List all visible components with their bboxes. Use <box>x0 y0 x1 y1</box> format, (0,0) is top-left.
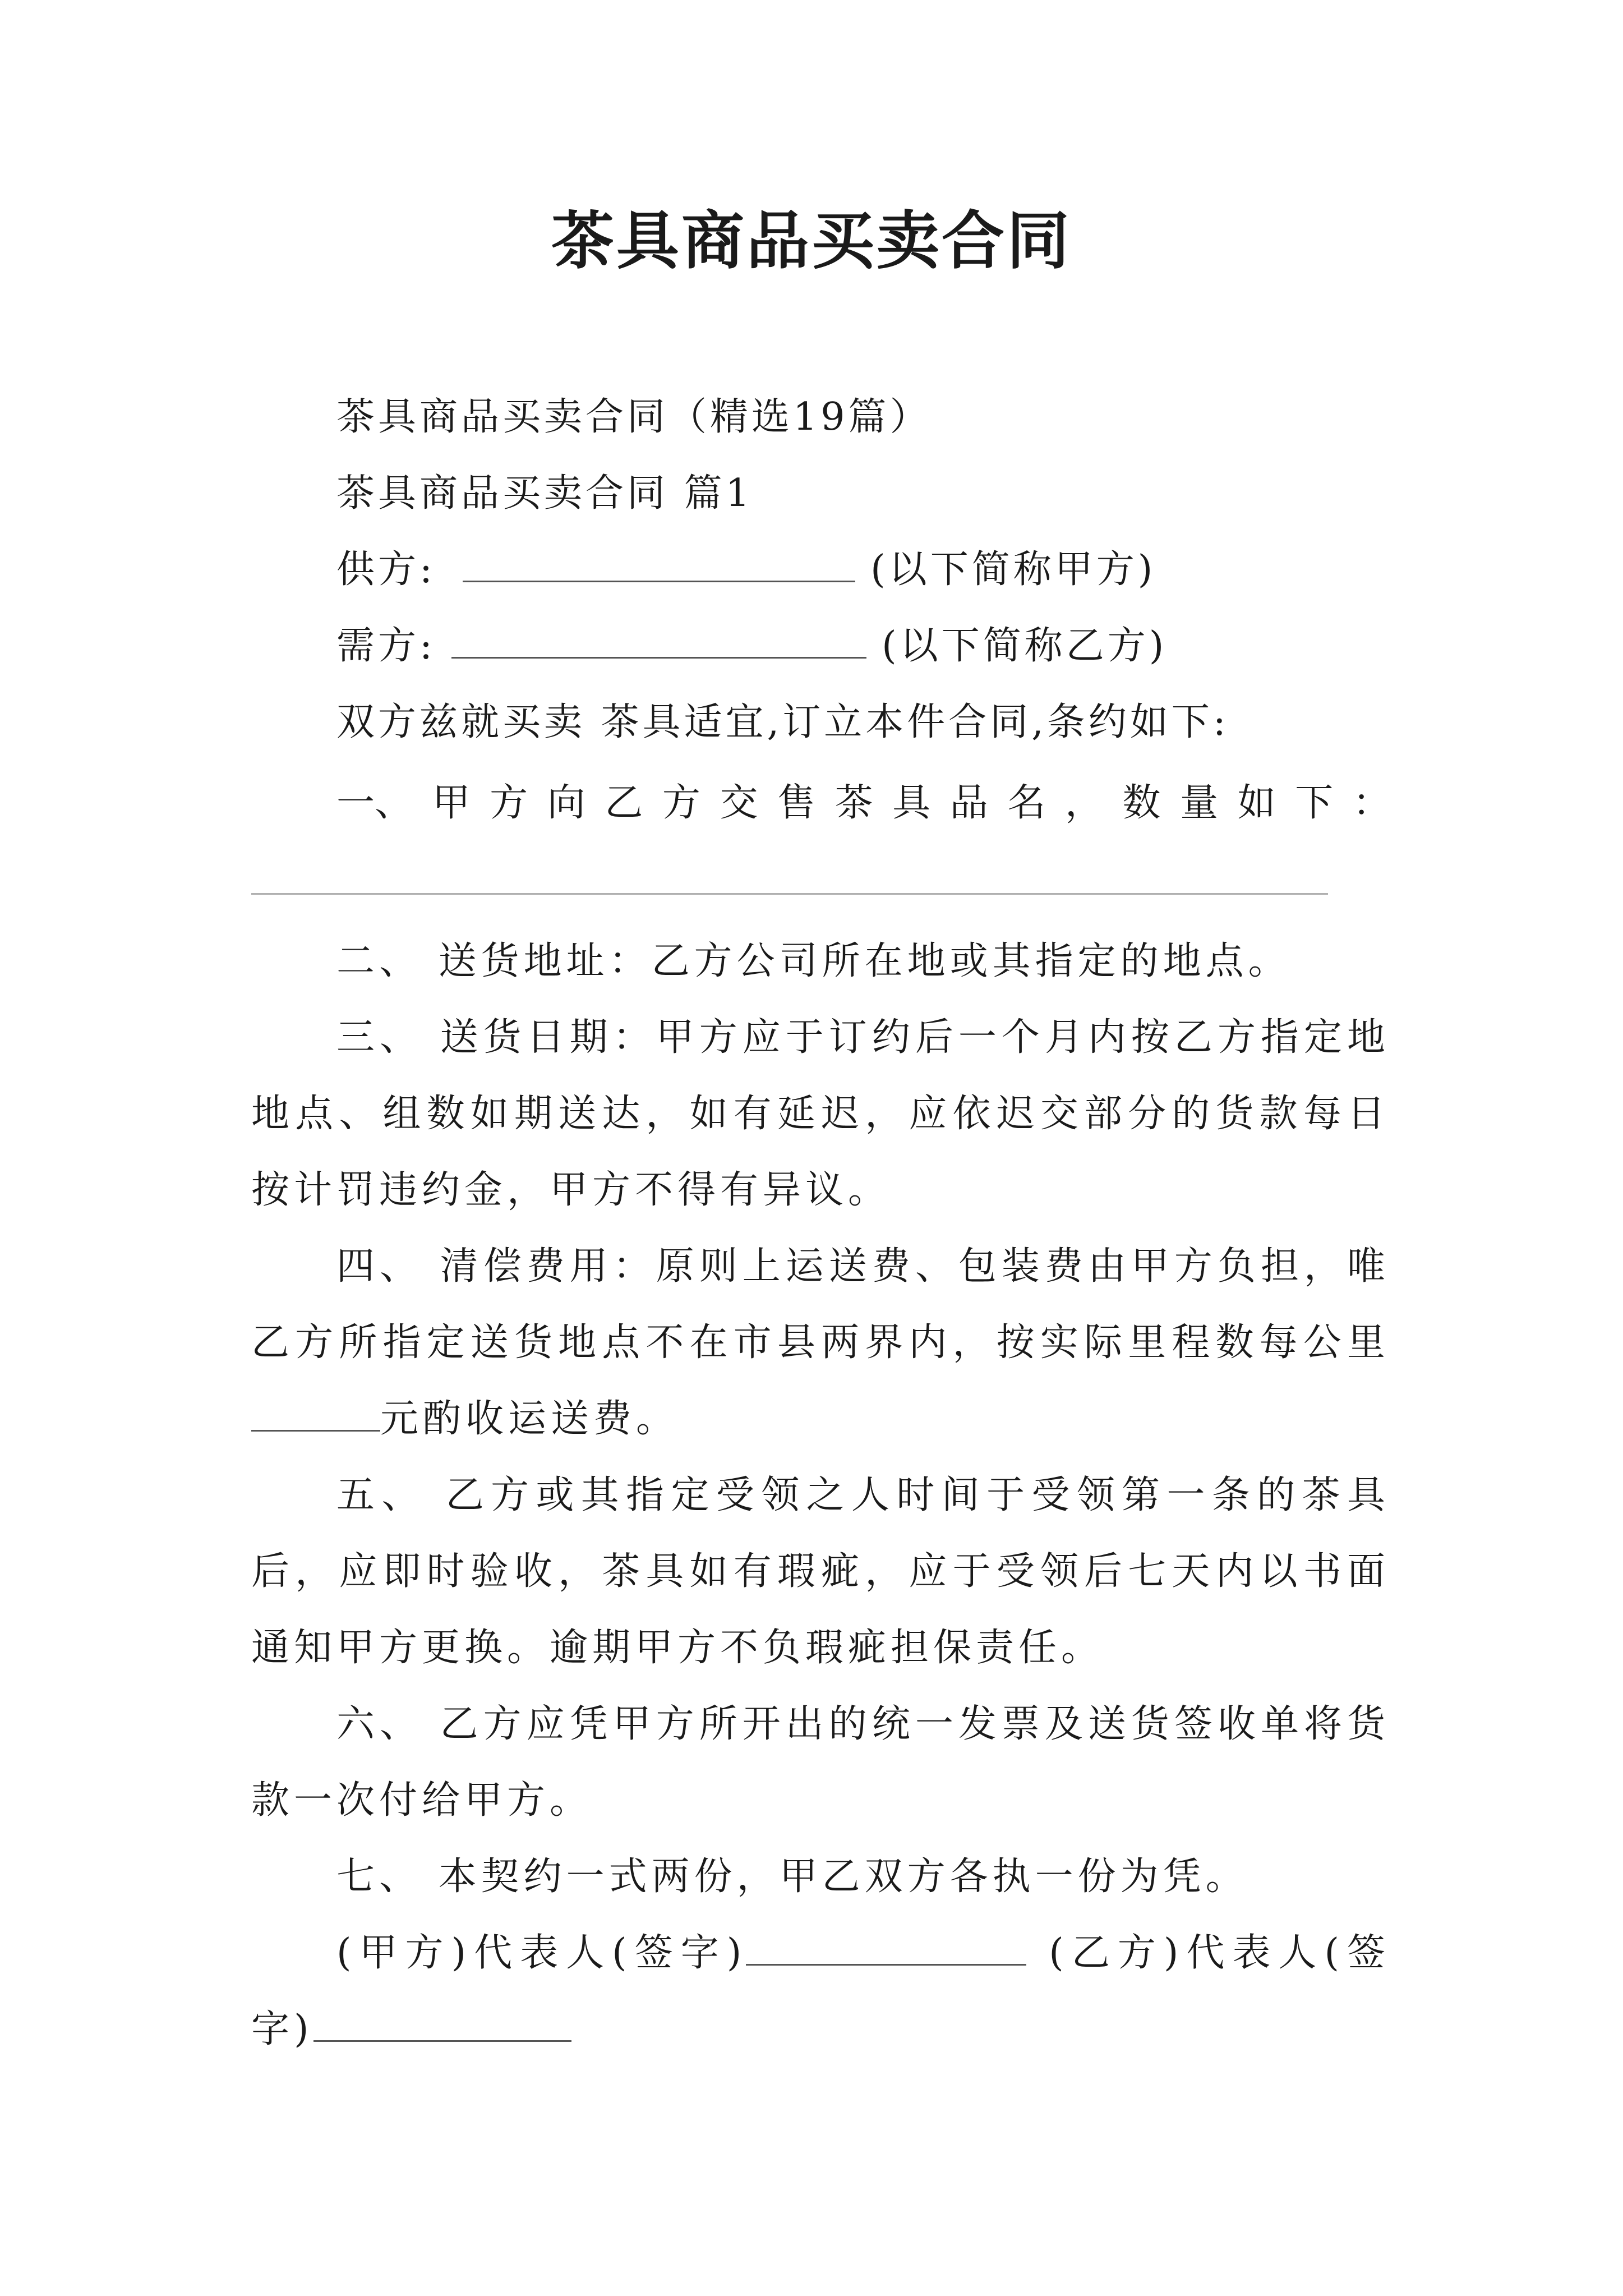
clause-2: 二、 送货地址：乙方公司所在地或其指定的地点。 <box>336 939 1291 983</box>
clause-1-char: 售 <box>777 781 816 825</box>
buyer-label: 需方: <box>336 624 436 668</box>
clause-1-char: 如 <box>1237 781 1276 825</box>
clause-4 <box>251 1228 1390 1457</box>
clause-1-char: 具 <box>892 781 931 825</box>
sign-party-b-blank <box>313 2005 571 2042</box>
clause-1-char: 一、 <box>336 781 413 825</box>
supplier-blank <box>463 546 855 582</box>
clause-6: 六、 乙方应凭甲方所开出的统一发票及送货签收单将货款一次付给甲方。 <box>251 1702 1390 1823</box>
clause-1-char: 量 <box>1180 781 1219 825</box>
buyer-suffix: (以下简称乙方) <box>882 624 1168 668</box>
clause-1 <box>336 775 1391 831</box>
clause-1-char: ： <box>1352 781 1391 825</box>
clause-4-blank <box>251 1395 380 1432</box>
sign-party-a-label: (甲方)代表人(签字) <box>336 1931 746 1975</box>
section-heading: 茶具商品买卖合同 篇1 <box>336 471 753 516</box>
clause-4-text-end: 元酌收运送费。 <box>380 1397 679 1441</box>
supplier-suffix: (以下简称甲方) <box>870 547 1156 592</box>
signature-block <box>251 1915 1390 2068</box>
clause-1-char: 下 <box>1295 781 1334 825</box>
intro-line: 双方兹就买卖 茶具适宜,订立本件合同,条约如下: <box>336 700 1229 744</box>
supplier-line <box>336 542 1156 598</box>
clause-1-fill-line <box>251 893 1328 895</box>
clause-5: 五、 乙方或其指定受领之人时间于受领第一条的茶具后，应即时验收，茶具如有瑕疵，应于受领后七天内以书面通知甲方更换。逾期甲方不负瑕疵担保责任。 <box>251 1473 1390 1670</box>
clause-4-text: 四、 清偿费用：原则上运送费、包装费由甲方负担，唯乙方所指定送货地点不在市县两界内，按实际里程数每公里 <box>251 1244 1390 1365</box>
clause-7: 七、 本契约一式两份，甲乙双方各执一份为凭。 <box>336 1855 1248 1899</box>
clause-1-char: 品 <box>949 781 988 825</box>
supplier-label: 供方: <box>336 547 436 592</box>
buyer-blank <box>451 622 866 659</box>
sign-party-a-blank <box>746 1929 1026 1966</box>
clause-1-char: 乙 <box>605 781 643 825</box>
clause-1-char: 方 <box>662 781 700 825</box>
clause-1-char: 向 <box>547 781 585 825</box>
clause-1-char: 交 <box>720 781 758 825</box>
buyer-line <box>336 618 1167 674</box>
document-title: 茶具商品买卖合同 <box>551 204 1072 278</box>
clause-1-char: 名 <box>1007 781 1046 825</box>
clause-1-char: 茶 <box>834 781 873 825</box>
clause-1-char: 方 <box>490 781 528 825</box>
clause-1-char: 数 <box>1122 781 1161 825</box>
clause-1-char: 甲 <box>432 781 471 825</box>
document-subtitle: 茶具商品买卖合同（精选19篇） <box>336 395 932 439</box>
clause-1-char: ， <box>1064 781 1103 825</box>
sign-party-b-label: (乙方)代表人(签字) <box>251 1931 1390 2051</box>
clause-3: 三、 送货日期：甲方应于订约后一个月内按乙方指定地地点、组数如期送达，如有延迟，应依迟交部分的货款每日按计罚违约金，甲方不得有异议。 <box>251 1015 1390 1212</box>
